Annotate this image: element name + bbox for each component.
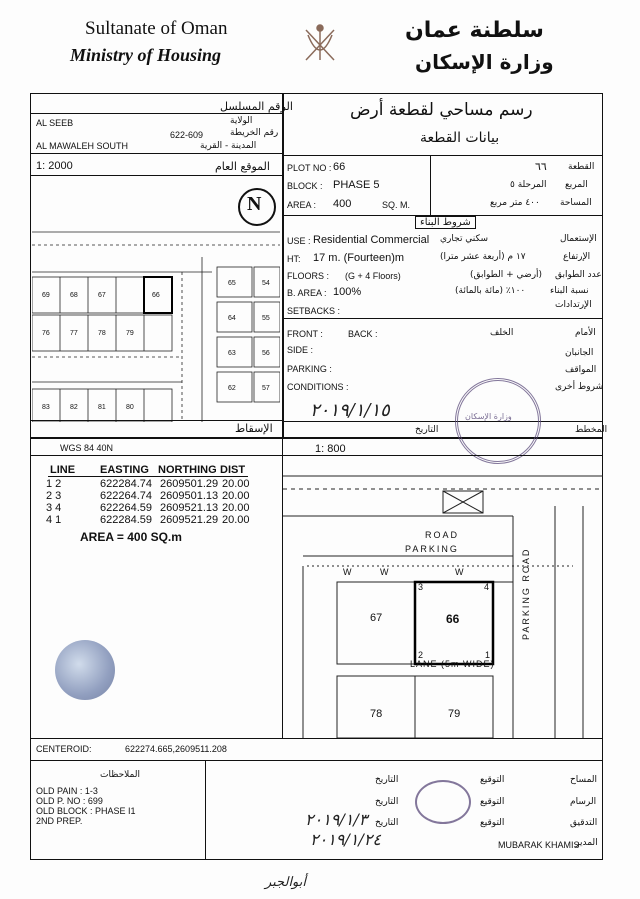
coords-dist: 20.00 bbox=[222, 514, 250, 526]
floors-ar-label: عدد الطوابق bbox=[555, 270, 602, 280]
detail-plot-79: 79 bbox=[448, 708, 461, 720]
surveyor-date-label: التاريخ bbox=[375, 775, 399, 785]
map-no-value: 622-609 bbox=[170, 130, 204, 140]
general-scale: 1: 2000 bbox=[36, 160, 73, 172]
coords-easting: 622284.59 bbox=[100, 514, 152, 526]
gplot-64: 64 bbox=[228, 315, 236, 322]
coords-dist: 20.00 bbox=[222, 502, 250, 514]
gplot-65: 65 bbox=[228, 280, 236, 287]
second-prep: 2ND PREP. bbox=[36, 816, 83, 826]
gplot-77: 77 bbox=[70, 330, 78, 337]
area-value: 400 bbox=[333, 198, 352, 210]
general-location-label: الموقع العام bbox=[215, 160, 270, 173]
gplot-55: 55 bbox=[262, 315, 270, 322]
gplot-79: 79 bbox=[126, 330, 134, 337]
block-label: BLOCK : bbox=[287, 181, 323, 191]
coords-northing: 2609501.13 bbox=[160, 490, 219, 502]
coords-easting: 622284.74 bbox=[100, 478, 152, 490]
handwritten-date-1: ٢٠١٩/١/٣ bbox=[305, 810, 368, 829]
floors-label: FLOORS : bbox=[287, 271, 330, 281]
coords-area: AREA = 400 SQ.m bbox=[80, 530, 182, 544]
coords-easting: 622264.59 bbox=[100, 502, 152, 514]
coords-line: 1 2 bbox=[46, 478, 62, 490]
coords-row bbox=[46, 478, 250, 490]
plot-data-label: بيانات القطعة bbox=[420, 130, 500, 146]
plot-no-value: 66 bbox=[333, 161, 346, 173]
checker-signature-label: التوقيع bbox=[480, 818, 505, 828]
gplot-76: 76 bbox=[42, 330, 50, 337]
coords-row bbox=[46, 502, 250, 514]
parking-top-label: PARKING bbox=[405, 544, 459, 554]
surveyor-label: المساح bbox=[570, 775, 598, 785]
gplot-56: 56 bbox=[262, 350, 270, 357]
detail-plot-66: 66 bbox=[446, 612, 460, 626]
block-ar-label: المربع bbox=[565, 180, 588, 190]
setbacks-ar-label: الإرتدادات bbox=[555, 300, 592, 310]
village-value: AL MAWALEH SOUTH bbox=[36, 141, 129, 151]
side-label: SIDE : bbox=[287, 345, 314, 355]
planner-date-ar-label: التاريخ bbox=[415, 425, 439, 435]
ministry-seal-stamp bbox=[455, 378, 541, 464]
road-label: ROAD bbox=[425, 530, 460, 540]
planner-handwritten-date: ٢٠١٩/١/١٥ bbox=[310, 400, 390, 421]
centeroid-label: CENTEROID: bbox=[36, 744, 92, 754]
corner-4: 4 bbox=[484, 582, 490, 592]
director-name: MUBARAK KHAMIS bbox=[498, 840, 580, 850]
barea-label: B. AREA : bbox=[287, 288, 327, 298]
detail-plot-67: 67 bbox=[370, 612, 383, 624]
detail-plot-78: 78 bbox=[370, 708, 383, 720]
coords-easting: 622264.74 bbox=[100, 490, 152, 502]
w-mark: W bbox=[380, 567, 389, 577]
front-label: FRONT : bbox=[287, 329, 323, 339]
ht-ar-label: الإرتفاع bbox=[563, 252, 591, 262]
coords-row bbox=[46, 514, 250, 526]
other-conditions-ar-label: شروط أخرى bbox=[555, 382, 604, 392]
use-ar-label: الإستعمال bbox=[560, 234, 597, 244]
datum-label: WGS 84 40N bbox=[60, 443, 114, 453]
ht-label: HT: bbox=[287, 254, 301, 264]
coords-header-easting: EASTING bbox=[100, 464, 149, 476]
corner-2: 2 bbox=[418, 650, 424, 660]
checker-date-label: التاريخ bbox=[375, 818, 399, 828]
signature-scribble bbox=[415, 780, 471, 824]
old-pain: OLD PAIN : 1-3 bbox=[36, 786, 98, 796]
survey-title: رسم مساحي لقطعة أرض bbox=[350, 100, 533, 120]
drafter-signature-label: التوقيع bbox=[480, 797, 505, 807]
surveyor-signature-label: التوقيع bbox=[480, 775, 505, 785]
gplot-81: 81 bbox=[98, 404, 106, 411]
gplot-67: 67 bbox=[98, 292, 106, 299]
gplot-80: 80 bbox=[126, 404, 134, 411]
w-mark: W bbox=[343, 567, 352, 577]
parking-road-label: PARKING ROAD bbox=[521, 547, 531, 640]
gplot-63: 63 bbox=[228, 350, 236, 357]
floors-value: (G + 4 Floors) bbox=[345, 271, 401, 281]
coords-line: 4 1 bbox=[46, 514, 62, 526]
coords-line: 2 3 bbox=[46, 490, 62, 502]
gplot-83: 83 bbox=[42, 404, 50, 411]
setbacks-label: SETBACKS : bbox=[287, 306, 341, 316]
ht-value: 17 m. (Fourteen)m bbox=[313, 252, 405, 264]
village-label: المدينة - القرية bbox=[200, 141, 257, 151]
corner-1: 1 bbox=[485, 650, 491, 660]
gplot-69: 69 bbox=[42, 292, 50, 299]
barea-value: 100% bbox=[333, 286, 362, 298]
ht-ar-value: ١٧ م (أربعة عشر مترا) bbox=[440, 252, 526, 262]
gplot-57: 57 bbox=[262, 385, 270, 392]
coords-header-line: LINE bbox=[50, 464, 76, 476]
use-value: Residential Commercial bbox=[313, 234, 430, 246]
side-ar-label: الجانبان bbox=[565, 348, 594, 358]
planner-ar-label: المخطط bbox=[575, 425, 608, 435]
coords-row bbox=[46, 490, 250, 502]
use-ar-value: سكني تجاري bbox=[440, 234, 489, 244]
barea-ar-label: نسبة البناء bbox=[550, 286, 589, 296]
coords-table bbox=[46, 478, 250, 526]
director-label: المدير bbox=[575, 838, 598, 848]
gplot-78: 78 bbox=[98, 330, 106, 337]
gplot-66: 66 bbox=[152, 292, 160, 299]
lane-label: LANE (5m WIDE) bbox=[410, 659, 495, 669]
header-title-en: Sultanate of Oman bbox=[85, 18, 228, 39]
building-conditions-label: شروط البناء bbox=[415, 216, 476, 229]
north-arrow-label: N bbox=[247, 193, 262, 215]
oman-emblem bbox=[300, 20, 340, 80]
header-subtitle-ar: وزارة الإسكان bbox=[415, 50, 554, 74]
w-mark: W bbox=[455, 567, 464, 577]
front-ar-label: الأمام bbox=[575, 328, 596, 338]
bottom-handwritten-mark: أبوالجبر bbox=[265, 875, 307, 890]
checker-label: التدقيق bbox=[570, 818, 598, 828]
gplot-54: 54 bbox=[262, 280, 270, 287]
use-label: USE : bbox=[287, 236, 311, 246]
serial-label: الرقم المسلسل bbox=[220, 100, 293, 113]
coords-northing: 2609501.29 bbox=[160, 478, 219, 490]
area-unit: SQ. M. bbox=[382, 200, 411, 210]
wilayat-label: الولاية bbox=[230, 116, 253, 126]
ministry-seal-text: وزارة الإسكان bbox=[465, 412, 512, 421]
gplot-62: 62 bbox=[228, 385, 236, 392]
detail-plot-map bbox=[283, 456, 603, 738]
notes-label: الملاحظات bbox=[100, 770, 140, 780]
barea-ar-value: ١٠٠٪ (مائة بالمائة) bbox=[455, 286, 526, 296]
projection-label: الإسقاط bbox=[235, 422, 273, 435]
handwritten-date-2: ٢٠١٩/١/٢٤ bbox=[310, 830, 381, 849]
map-no-label: رقم الخريطة bbox=[230, 128, 279, 138]
block-ar-value: المرحلة ٥ bbox=[510, 180, 547, 190]
coords-northing: 2609521.29 bbox=[160, 514, 219, 526]
drafter-date-label: التاريخ bbox=[375, 797, 399, 807]
detail-scale: 1: 800 bbox=[315, 443, 346, 455]
centeroid-value: 622274.665,2609511.208 bbox=[125, 744, 227, 754]
floors-ar-value: (أرضي + الطوابق) bbox=[470, 270, 543, 280]
parking-ar-label: المواقف bbox=[565, 365, 597, 375]
plot-no-ar-label: القطعة bbox=[568, 162, 595, 172]
back-ar-label: الخلف bbox=[490, 328, 514, 338]
area-ar-label: المساحة bbox=[560, 198, 592, 208]
corner-3: 3 bbox=[418, 582, 424, 592]
coords-northing: 2609521.13 bbox=[160, 502, 219, 514]
area-ar-value: ٤٠٠ متر مربع bbox=[490, 198, 540, 208]
block-value: PHASE 5 bbox=[333, 179, 380, 191]
back-label: BACK : bbox=[348, 329, 378, 339]
gplot-82: 82 bbox=[70, 404, 78, 411]
plot-no-label: PLOT NO : bbox=[287, 163, 332, 173]
conditions-label: CONDITIONS : bbox=[287, 382, 349, 392]
hologram-sticker bbox=[55, 640, 115, 700]
coords-dist: 20.00 bbox=[222, 490, 250, 502]
area-label: AREA : bbox=[287, 200, 317, 210]
coords-dist: 20.00 bbox=[222, 478, 250, 490]
old-pno: OLD P. NO : 699 bbox=[36, 796, 103, 806]
plot-no-ar-value: ٦٦ bbox=[535, 160, 547, 173]
old-block: OLD BLOCK : PHASE I1 bbox=[36, 806, 136, 816]
gplot-68: 68 bbox=[70, 292, 78, 299]
drafter-label: الرسام bbox=[570, 797, 597, 807]
coords-header-northing: NORTHING bbox=[158, 464, 217, 476]
parking-label: PARKING : bbox=[287, 364, 332, 374]
header-title-ar: سلطنة عمان bbox=[405, 18, 544, 43]
coords-header-dist: DIST bbox=[220, 464, 246, 476]
wilayat-value: AL SEEB bbox=[36, 118, 74, 128]
coords-line: 3 4 bbox=[46, 502, 62, 514]
header-subtitle-en: Ministry of Housing bbox=[70, 45, 222, 65]
